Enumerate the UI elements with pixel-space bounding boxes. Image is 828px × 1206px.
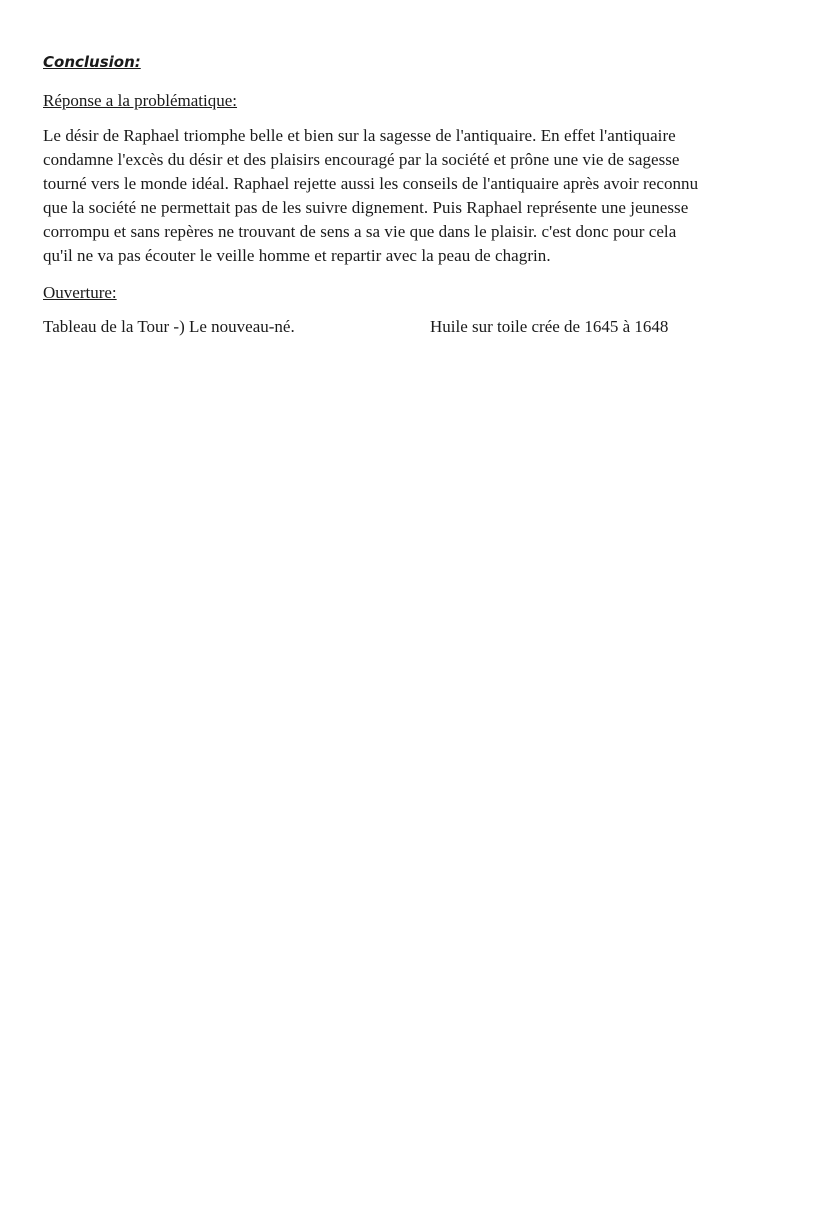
opening-row (43, 316, 793, 340)
opening-heading: Ouverture: (43, 283, 117, 302)
paragraph-line: tourné vers le monde idéal. Raphael rejette aussi les conseils de l'antiquaire après avoir reconnu (43, 174, 699, 193)
conclusion-paragraph (43, 124, 793, 268)
problem-answer-heading: Réponse a la problématique: (43, 91, 238, 110)
paragraph-line: corrompu et sans repères ne trouvant de sens a sa vie que dans le plaisir. c'est donc pour cela (43, 222, 677, 241)
conclusion-heading: Conclusion: (43, 53, 141, 71)
document-page (43, 52, 793, 340)
paragraph-line: que la société ne permettait pas de les suivre dignement. Puis Raphael représente une jeunesse (43, 198, 689, 217)
opening-artwork-details: Huile sur toile crée de 1645 à 1648 (430, 317, 669, 336)
paragraph-line: qu'il ne va pas écouter le veille homme et repartir avec la peau de chagrin. (43, 246, 551, 265)
paragraph-line: Le désir de Raphael triomphe belle et bien sur la sagesse de l'antiquaire. En effet l'antiquaire (43, 126, 676, 145)
opening-artwork-title: Tableau de la Tour -) Le nouveau-né. (43, 317, 295, 336)
paragraph-line: condamne l'excès du désir et des plaisirs encouragé par la société et prône une vie de sagesse (43, 150, 680, 169)
